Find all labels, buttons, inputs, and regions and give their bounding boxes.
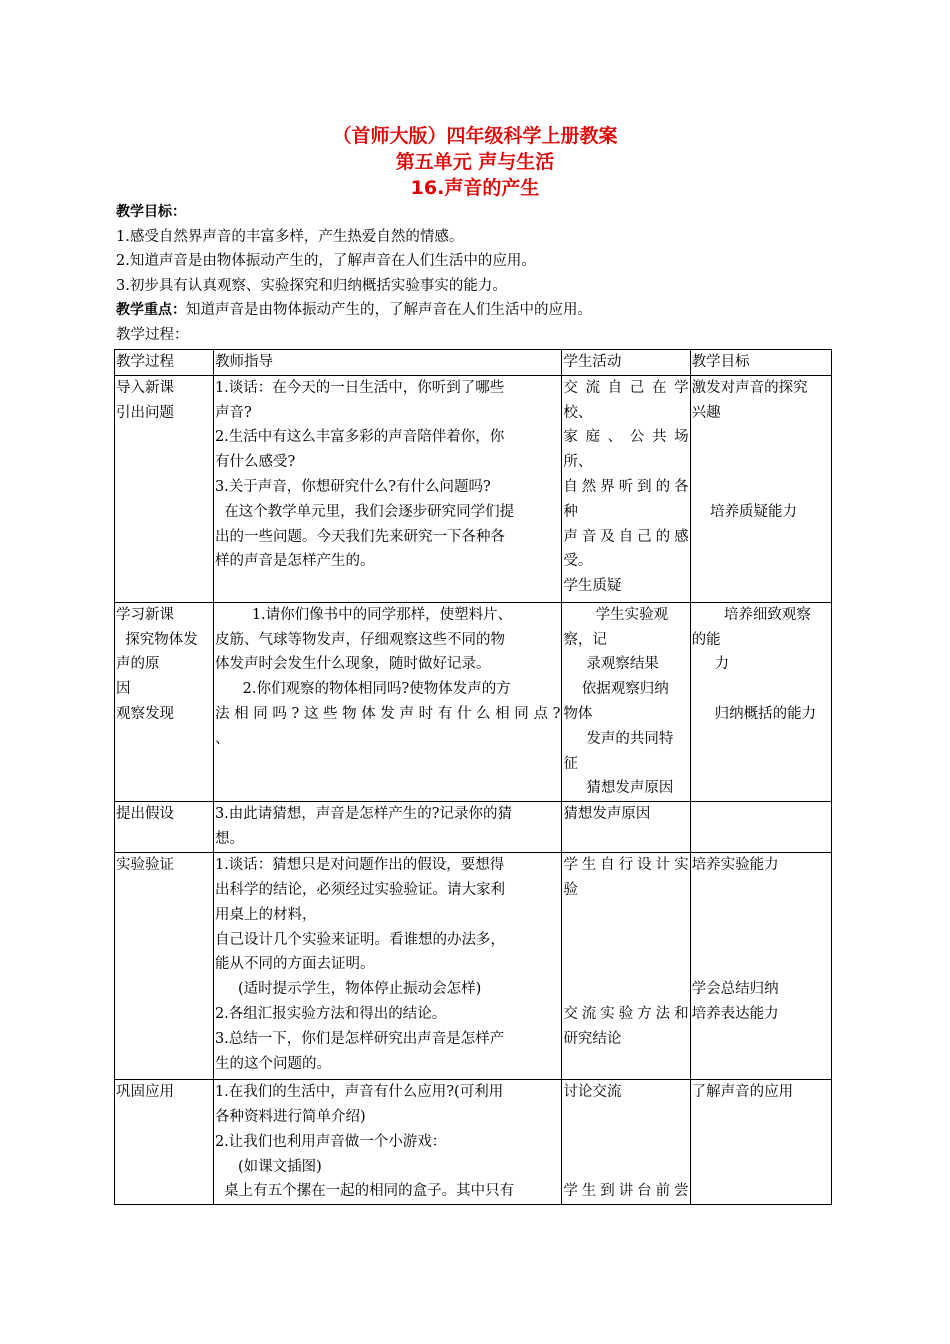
goal-cell: 激发对声音的探究 兴趣 培养质疑能力 [690,375,831,602]
stage-cell: 提出假设 [115,802,214,853]
stage-cell: 巩固应用 [115,1080,214,1205]
teacher-cell: 1.谈话：在今天的一日生活中，你听到了哪些 声音? 2.生活中有这么丰富多彩的声音陪伴着你，你 有什么感受? 3.关于声音，你想研究什么?有什么问题吗? 在这个教学单元里，我们会逐步研究同学们提 出的一些问题。今天我们先来研究一下各种各 样的声音是怎样产生的。 [213,375,561,602]
student-cell: 猜想发声原因 [562,802,690,853]
document-title-block [0,123,950,201]
table-row [115,802,832,853]
objective-item: 1.感受自然界声音的丰富多样，产生热爱自然的情感。 [116,228,464,245]
key-point-text: 知道声音是由物体振动产生的，了解声音在人们生活中的应用。 [186,302,592,318]
key-point [116,298,836,323]
goal-cell: 培养细致观察 的能 力 归纳概括的能力 [690,602,831,801]
key-point-label: 教学重点： [116,302,186,318]
student-cell: 学生自行设计实 验 交流实验方法和 研究结论 [562,853,690,1080]
stage-cell: 实验验证 [115,853,214,1080]
objectives-label: 教学目标： [116,204,186,220]
table-row [115,1080,832,1205]
stage-cell: 导入新课 引出问题 [115,375,214,602]
lesson-process-table [114,349,832,1205]
student-cell: 交流自己在学 校、 家庭、公共场 所、 自然界听到的各 种 声音及自己的感 受。 学生质疑 [562,375,690,602]
objective-item: 3.初步具有认真观察、实验探究和归纳概括实验事实的能力。 [116,277,507,294]
table-header-row [115,350,832,376]
teacher-cell: 1.谈话：猜想只是对问题作出的假设，要想得 出科学的结论，必须经过实验验证。请大家利 用桌上的材料， 自己设计几个实验来证明。看谁想的办法多， 能从不同的方面去证明。 (适时提示学生，物体停止振动会怎样) 2.各组汇报实验方法和得出的结论。 3.总结一下，你们是怎样研究出声音是怎样产 生的这个问题的。 [213,853,561,1080]
student-cell: 讨论交流 学生到讲台前尝 [562,1080,690,1205]
column-header: 教师指导 [213,350,561,376]
table-row [115,602,832,801]
goal-cell: 了解声音的应用 [690,1080,831,1205]
intro-section [116,200,836,347]
table-row [115,853,832,1080]
student-cell: 学生实验观 察，记 录观察结果 依据观察归纳 物体 发声的共同特 征 猜想发声原因 [562,602,690,801]
table-row [115,375,832,602]
teacher-cell: 3.由此请猜想，声音是怎样产生的?记录你的猜 想。 [213,802,561,853]
stage-cell: 学习新课 探究物体发 声的原 因 观察发现 [115,602,214,801]
column-header: 教学过程 [115,350,214,376]
objective-item: 2.知道声音是由物体振动产生的，了解声音在人们生活中的应用。 [116,253,536,269]
document-title: （首师大版）四年级科学上册教案 [332,125,618,147]
teacher-cell: 1.在我们的生活中，声音有什么应用?(可利用 各种资料进行简单介绍) 2.让我们也利用声音做一个小游戏： (如课文插图) 桌上有五个摞在一起的相同的盒子。其中只有 [213,1080,561,1205]
unit-title: 第五单元 声与生活 [395,151,555,173]
lesson-title: 16.声音的产生 [410,177,540,199]
column-header: 学生活动 [562,350,690,376]
goal-cell [690,802,831,853]
column-header: 教学目标 [690,350,831,376]
goal-cell: 培养实验能力 学会总结归纳 培养表达能力 [690,853,831,1080]
teacher-cell: 1.请你们像书中的同学那样，使塑料片、 皮筋、气球等物发声，仔细观察这些不同的物 体发声时会发生什么现象，随时做好记录。 2.你们观察的物体相同吗?使物体发声的方 法相同吗?这些物体发声时有什么相同点? 、 [213,602,561,801]
process-label: 教学过程： [116,326,189,343]
